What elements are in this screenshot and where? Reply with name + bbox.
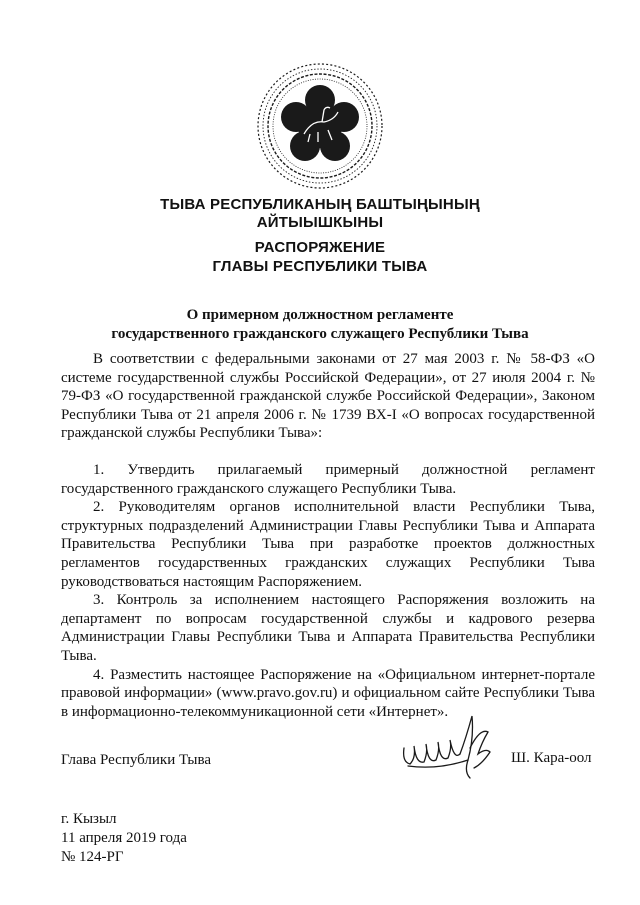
item-4-paragraph: 4. Разместить настоящее Распоряжение на «Официальном интернет-портале правовой информации» (www.pravo.gov.ru) и официальном сайте Республики Тыва в информационно-телекоммуникационной сети «Интернет». (61, 666, 595, 720)
item-1-paragraph: 1. Утвердить прилагаемый примерный должностной регламент государственного гражданского служащего Республики Тыва. (61, 461, 595, 497)
signature-icon (398, 708, 502, 784)
signer-name: Ш. Кара-оол (511, 750, 592, 766)
footer-city: г. Кызыл (61, 811, 117, 827)
document-title (0, 306, 640, 344)
tuvan-heading-line1: ТЫВА РЕСПУБЛИКАНЫҢ БАШТЫҢЫНЫҢ (160, 196, 480, 213)
document-body (61, 350, 595, 721)
footer-number: № 124-РГ (61, 849, 124, 865)
tuvan-heading (0, 196, 640, 232)
document-title-line2: государственного гражданского служащего Республики Тыва (111, 326, 529, 342)
russian-heading (0, 238, 640, 276)
item-2-paragraph: 2. Руководителям органов исполнительной власти Республики Тыва, структурных подразделений Администрации Главы Республики Тыва и Аппарата Правительства Республики Тыва при разработке проектов должностных регламентов государственных гражданских служащих Республики Тыва руководствоваться настоящим Распоряжением. (61, 499, 595, 590)
document-footer (61, 810, 187, 867)
signer-position: Глава Республики Тыва (61, 752, 212, 768)
coat-of-arms-icon (254, 60, 386, 192)
footer-date: 11 апреля 2019 года (61, 830, 187, 846)
document-title-line1: О примерном должностном регламенте (186, 307, 454, 323)
tuvan-heading-line2: АЙТЫЫШКЫНЫ (256, 214, 384, 231)
item-3-paragraph: 3. Контроль за исполнением настоящего Распоряжения возложить на департамент по вопросам государственной службы и кадрового резерва Администрации Главы Республики Тыва и Аппарата Правительства Республики Тыва. (61, 592, 595, 664)
preamble-paragraph: В соответствии с федеральными законами от 27 мая 2003 г. № 58-ФЗ «О системе государственной службы Российской Федерации», от 27 июля 2004 г. № 79-ФЗ «О государственной гражданской службе Российской Федерации», Законом Республики Тыва от 21 апреля 2006 г. № 1739 ВХ-I «О вопросах государственной гражданской службы Республики Тыва»: (61, 351, 595, 442)
russian-heading-line1: РАСПОРЯЖЕНИЕ (254, 239, 386, 256)
russian-heading-line2: ГЛАВЫ РЕСПУБЛИКИ ТЫВА (212, 258, 428, 275)
